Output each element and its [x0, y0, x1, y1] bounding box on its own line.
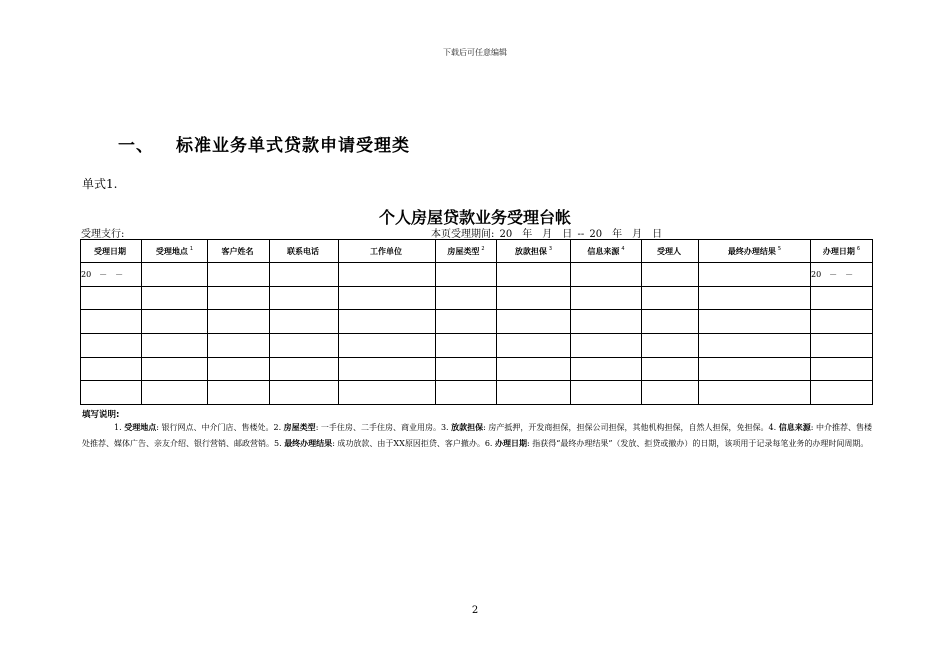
header-note: 下载后可任意编辑 — [443, 48, 507, 57]
table-row — [81, 381, 873, 405]
notes-title: 填写说明: — [82, 410, 120, 420]
table-cell[interactable] — [642, 333, 699, 357]
table-row — [81, 263, 873, 287]
table-cell[interactable] — [81, 286, 142, 310]
header-row — [81, 240, 873, 263]
table-cell[interactable] — [436, 286, 497, 310]
table-cell[interactable] — [571, 310, 642, 334]
table-cell[interactable] — [81, 357, 142, 381]
table-cell[interactable] — [208, 357, 270, 381]
table-cell[interactable] — [81, 381, 142, 405]
col-guarantee: 放款担保 $^3$ — [497, 240, 571, 263]
table-row — [81, 333, 873, 357]
table-row — [81, 286, 873, 310]
note-item-info-source: 4. 信息来源: 中介推荐、售楼处推荐、媒体广告、亲友介绍、银行营销、邮政营销。 — [82, 423, 872, 448]
table-cell[interactable] — [436, 310, 497, 334]
table-cell[interactable] — [270, 381, 339, 405]
table-cell[interactable] — [81, 333, 142, 357]
table-cell[interactable] — [571, 357, 642, 381]
table-cell[interactable] — [339, 381, 436, 405]
note-item-handle-date: 6. 办理日期: 指获得“最终办理结果”（发放、拒贷或撤办）的日期，该项用于记录每笔业务的办理时间周期。 — [484, 439, 869, 448]
table-cell[interactable] — [208, 381, 270, 405]
table-row — [81, 357, 873, 381]
page-number: 2 — [471, 605, 479, 616]
table-cell[interactable] — [497, 286, 571, 310]
table-cell[interactable] — [571, 263, 642, 287]
table-cell[interactable] — [81, 310, 142, 334]
table-cell[interactable] — [270, 286, 339, 310]
table-cell[interactable] — [571, 286, 642, 310]
table-cell[interactable] — [642, 381, 699, 405]
table-cell[interactable] — [699, 263, 811, 287]
col-accept-place: 受理地点 $^1$ — [142, 240, 208, 263]
table-cell[interactable] — [699, 381, 811, 405]
table-cell[interactable] — [497, 333, 571, 357]
table-cell[interactable] — [811, 310, 873, 334]
ledger-table — [80, 239, 873, 405]
table-cell[interactable] — [699, 310, 811, 334]
notes-body — [82, 420, 872, 452]
table-cell[interactable] — [142, 357, 208, 381]
table-cell[interactable] — [811, 286, 873, 310]
col-employer: 工作单位 — [339, 240, 436, 263]
col-info-source: 信息来源 $^4$ — [571, 240, 642, 263]
col-house-type: 房屋类型 $^2$ — [436, 240, 497, 263]
table-cell[interactable] — [270, 357, 339, 381]
table-cell[interactable] — [699, 357, 811, 381]
handle-date-cell[interactable]: 20 － － — [811, 263, 873, 287]
table-cell[interactable] — [436, 333, 497, 357]
table-cell[interactable] — [811, 333, 873, 357]
table-cell[interactable] — [642, 357, 699, 381]
table-cell[interactable] — [699, 286, 811, 310]
table-cell[interactable] — [339, 310, 436, 334]
table-cell[interactable] — [497, 381, 571, 405]
table-cell[interactable] — [142, 286, 208, 310]
table-cell[interactable] — [142, 263, 208, 287]
table-cell[interactable] — [270, 263, 339, 287]
table-cell[interactable] — [571, 381, 642, 405]
table-cell[interactable] — [339, 333, 436, 357]
table-cell[interactable] — [571, 333, 642, 357]
table-cell[interactable] — [142, 333, 208, 357]
table-cell[interactable] — [497, 310, 571, 334]
table-cell[interactable] — [699, 333, 811, 357]
note-item-house-type: 2. 房屋类型: 一手住房、二手住房、商业用房。 — [273, 423, 441, 432]
form-label: 单式1. — [82, 177, 118, 191]
table-cell[interactable] — [497, 263, 571, 287]
col-accept-date: 受理日期 — [81, 240, 142, 263]
section-title: 标准业务单式贷款申请受理类 — [176, 136, 410, 156]
note-item-place: 1. 受理地点: 银行网点、中介门店、售楼处。 — [114, 423, 274, 432]
table-cell[interactable] — [339, 263, 436, 287]
accept-date-cell[interactable]: 20 － － — [81, 263, 142, 287]
col-phone: 联系电话 — [270, 240, 339, 263]
note-item-final-result: 5. 最终办理结果: 成功放款、由于XX原因拒贷、客户撤办。 — [274, 439, 485, 448]
section-heading — [118, 131, 410, 156]
table-cell[interactable] — [142, 310, 208, 334]
table-row — [81, 310, 873, 334]
col-handler: 受理人 — [642, 240, 699, 263]
table-cell[interactable] — [208, 286, 270, 310]
table-cell[interactable] — [208, 333, 270, 357]
table-cell[interactable] — [642, 286, 699, 310]
table-cell[interactable] — [642, 263, 699, 287]
table-cell[interactable] — [436, 357, 497, 381]
col-final-result: 最终办理结果 $^5$ — [699, 240, 811, 263]
note-item-guarantee: 3. 放款担保: 房产抵押，开发商担保，担保公司担保，其他机构担保，自然人担保，免担保。 — [440, 423, 769, 432]
table-cell[interactable] — [270, 310, 339, 334]
section-number: 一、 — [118, 136, 154, 156]
table-cell[interactable] — [339, 286, 436, 310]
table-cell[interactable] — [436, 263, 497, 287]
table-cell[interactable] — [642, 310, 699, 334]
period-label: 本页受理期间: 20 年 月 日 -- 20 年 月 日 — [431, 229, 663, 240]
col-customer-name: 客户姓名 — [208, 240, 270, 263]
table-cell[interactable] — [339, 357, 436, 381]
table-cell[interactable] — [436, 381, 497, 405]
table-cell[interactable] — [208, 310, 270, 334]
table-cell[interactable] — [497, 357, 571, 381]
table-cell[interactable] — [208, 263, 270, 287]
col-handle-date: 办理日期 $^6$ — [811, 240, 873, 263]
branch-label: 受理支行: — [81, 229, 125, 240]
table-cell[interactable] — [811, 381, 873, 405]
table-cell[interactable] — [811, 357, 873, 381]
table-title: 个人房屋贷款业务受理台帐 — [378, 208, 571, 227]
table-cell[interactable] — [270, 333, 339, 357]
table-cell[interactable] — [142, 381, 208, 405]
